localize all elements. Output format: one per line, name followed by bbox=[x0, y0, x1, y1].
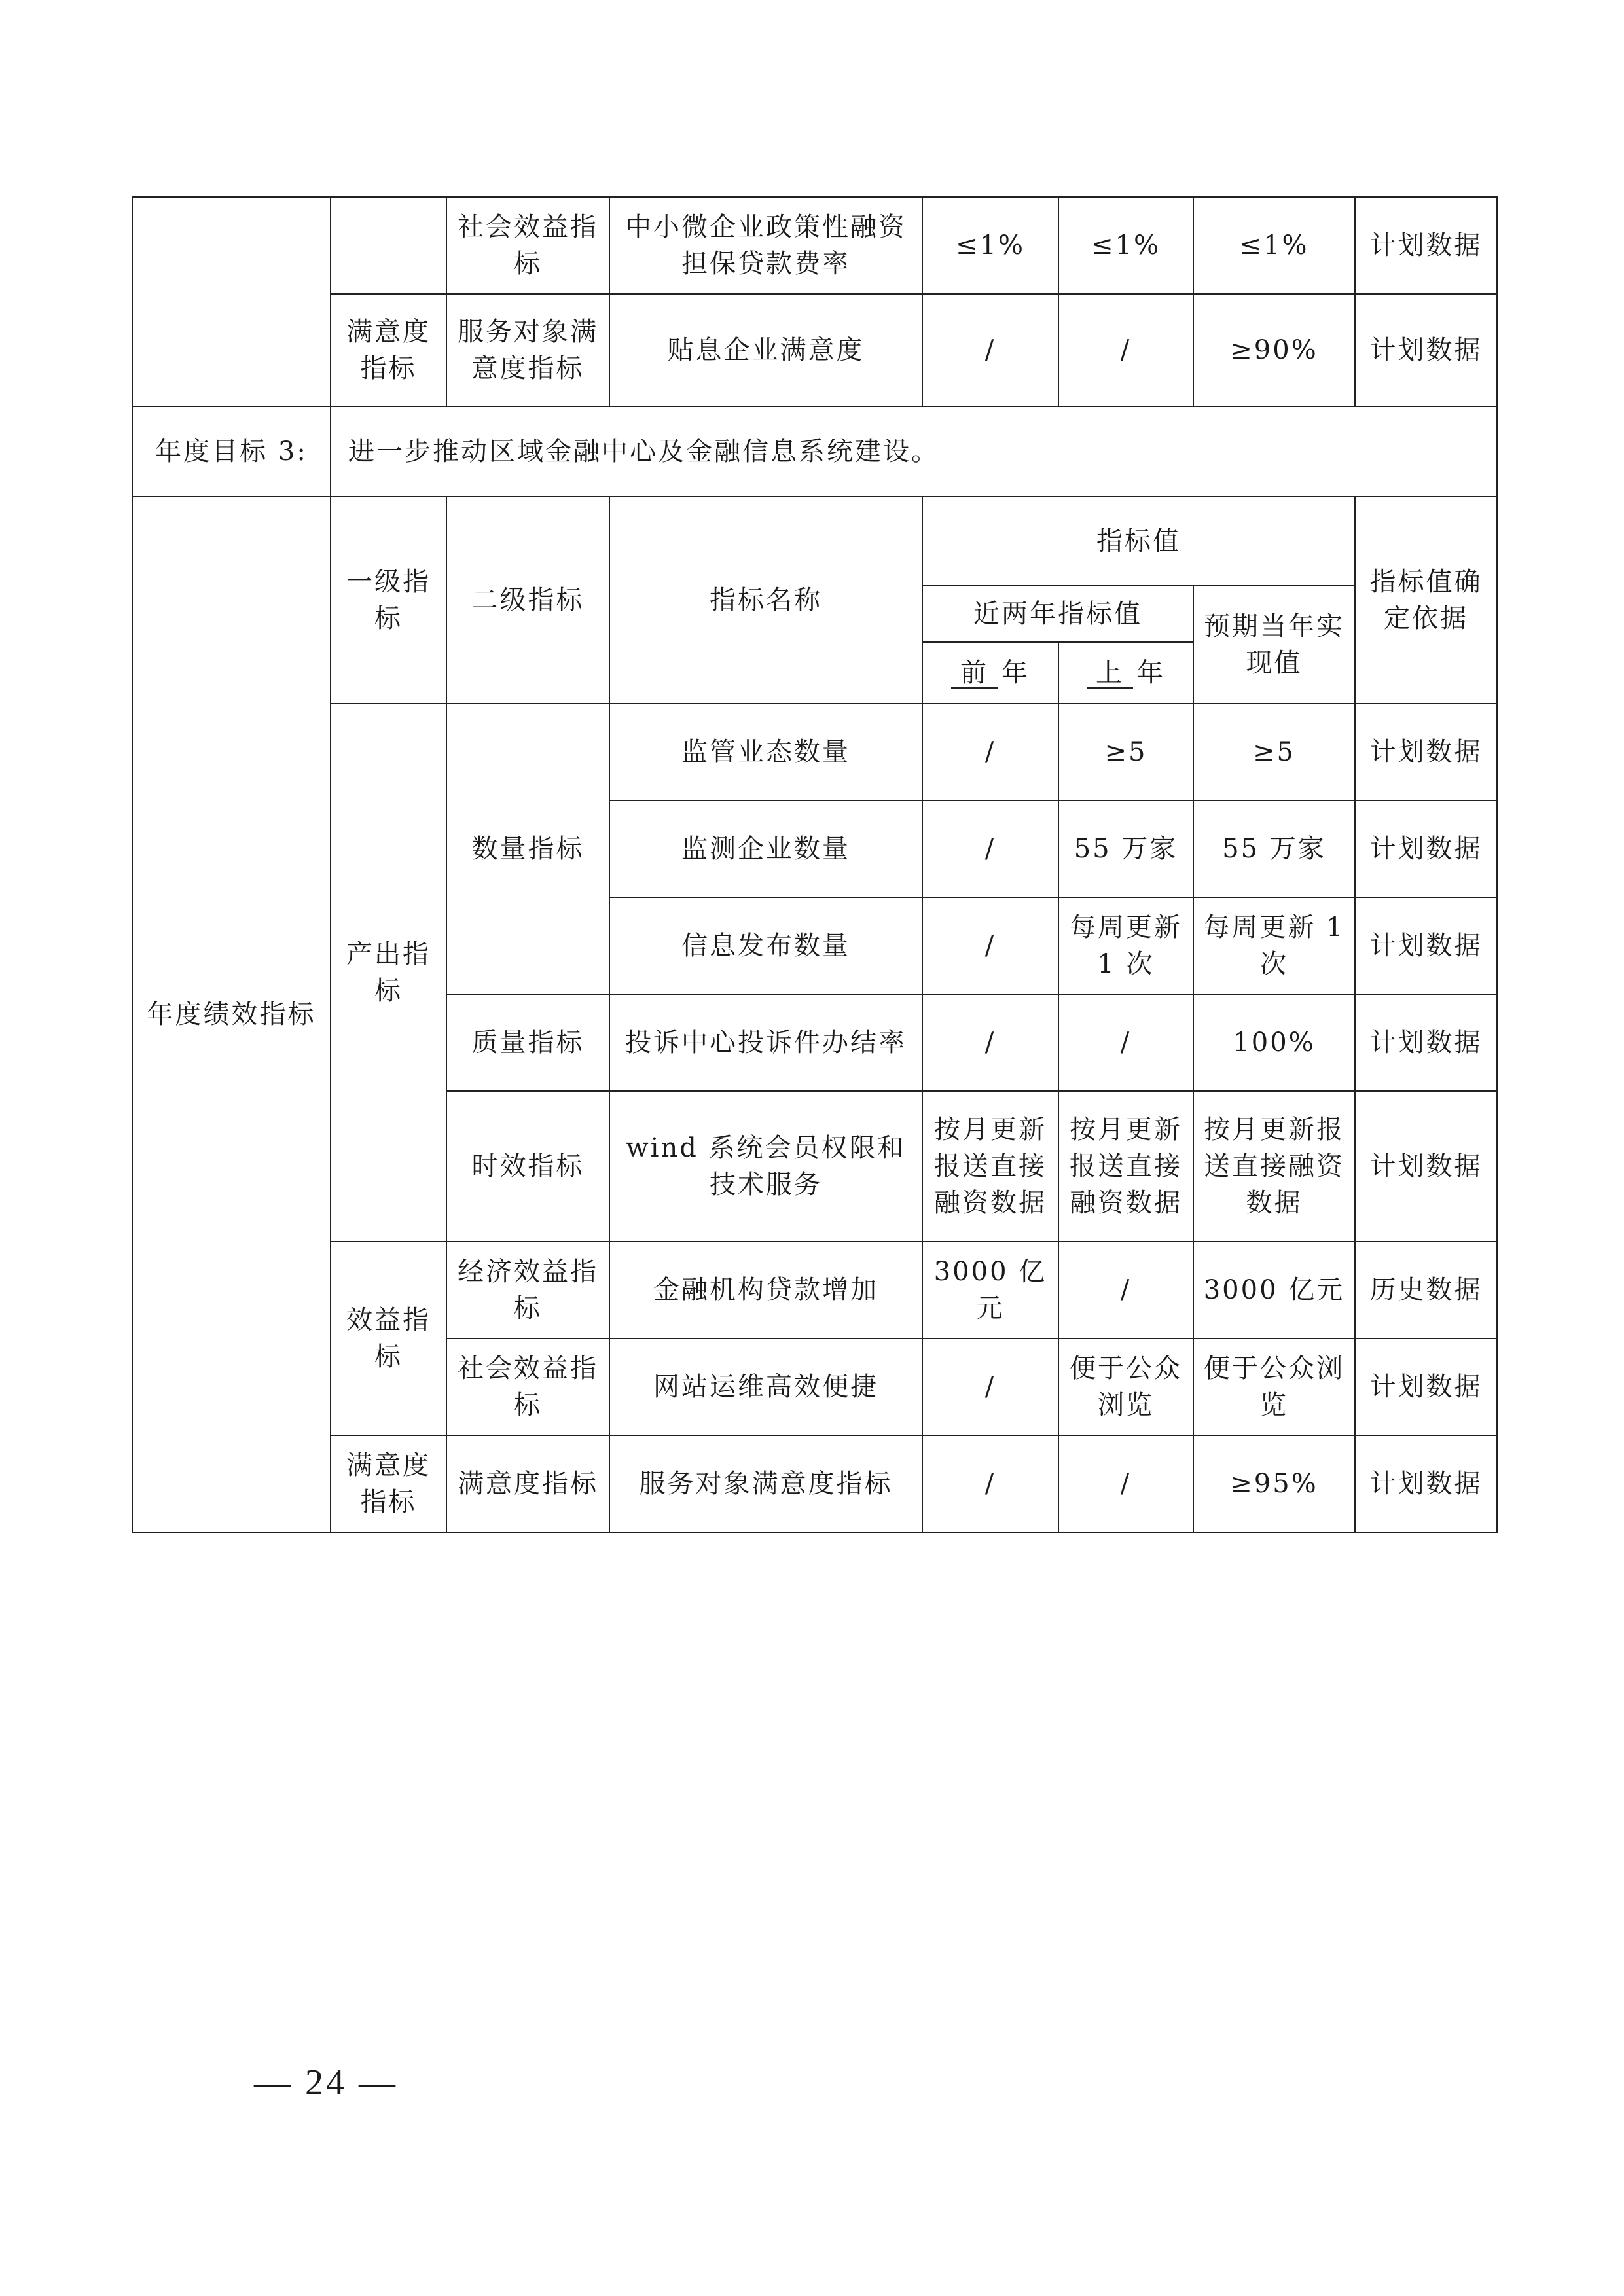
expected-cell: ≤1% bbox=[1193, 197, 1355, 294]
header-recent: 近两年指标值 bbox=[922, 586, 1193, 642]
basis-cell: 计划数据 bbox=[1355, 994, 1497, 1091]
prev-year-cell: / bbox=[922, 294, 1058, 406]
header-row bbox=[132, 497, 1497, 586]
indicator-name-cell: 金融机构贷款增加 bbox=[609, 1242, 922, 1338]
page-number: — 24 — bbox=[254, 2062, 398, 2103]
basis-cell: 计划数据 bbox=[1355, 1435, 1497, 1532]
table-row bbox=[132, 197, 1497, 294]
header-basis: 指标值确定依据 bbox=[1355, 497, 1497, 704]
last-year-cell: 55 万家 bbox=[1058, 800, 1193, 897]
expected-cell: 便于公众浏览 bbox=[1193, 1338, 1355, 1435]
basis-cell: 计划数据 bbox=[1355, 800, 1497, 897]
l2-quantity: 数量指标 bbox=[446, 704, 609, 994]
l2-timeliness: 时效指标 bbox=[446, 1091, 609, 1242]
last-year-cell: / bbox=[1058, 1435, 1193, 1532]
last-year-cell: ≥5 bbox=[1058, 704, 1193, 800]
l3-cell: 社会效益指标 bbox=[446, 197, 609, 294]
table-row bbox=[132, 704, 1497, 800]
prev-year-cell: 3000 亿元 bbox=[922, 1242, 1058, 1338]
l1-benefit: 效益指标 bbox=[331, 1242, 446, 1435]
prev-year-cell: / bbox=[922, 800, 1058, 897]
indicator-name-cell: wind 系统会员权限和技术服务 bbox=[609, 1091, 922, 1242]
last-year-cell: 每周更新 1 次 bbox=[1058, 897, 1193, 994]
expected-cell: 3000 亿元 bbox=[1193, 1242, 1355, 1338]
year-label: 年 bbox=[1001, 658, 1030, 688]
indicator-name-cell: 监测企业数量 bbox=[609, 800, 922, 897]
header-value: 指标值 bbox=[922, 497, 1355, 586]
table-row bbox=[132, 294, 1497, 406]
last-year-blank: 上 bbox=[1087, 658, 1133, 689]
last-year-cell: ≤1% bbox=[1058, 197, 1193, 294]
expected-cell: ≥5 bbox=[1193, 704, 1355, 800]
header-prev-year bbox=[922, 642, 1058, 704]
prev-year-cell: / bbox=[922, 1435, 1058, 1532]
last-year-cell: / bbox=[1058, 994, 1193, 1091]
basis-cell: 计划数据 bbox=[1355, 197, 1497, 294]
basis-cell: 计划数据 bbox=[1355, 1338, 1497, 1435]
table-row bbox=[132, 1242, 1497, 1338]
prev-year-cell: 按月更新报送直接融资数据 bbox=[922, 1091, 1058, 1242]
basis-cell: 计划数据 bbox=[1355, 897, 1497, 994]
l2-economic: 经济效益指标 bbox=[446, 1242, 609, 1338]
l2-satisfaction: 满意度指标 bbox=[446, 1435, 609, 1532]
prev-year-cell: / bbox=[922, 704, 1058, 800]
performance-table bbox=[132, 196, 1498, 1533]
l2-cell-empty bbox=[331, 197, 446, 294]
basis-cell: 计划数据 bbox=[1355, 704, 1497, 800]
goal-row bbox=[132, 406, 1497, 497]
indicator-name-cell: 信息发布数量 bbox=[609, 897, 922, 994]
table-row bbox=[132, 1435, 1497, 1532]
expected-cell: 55 万家 bbox=[1193, 800, 1355, 897]
expected-cell: 100% bbox=[1193, 994, 1355, 1091]
l2-social: 社会效益指标 bbox=[446, 1338, 609, 1435]
last-year-cell: 便于公众浏览 bbox=[1058, 1338, 1193, 1435]
header-l2: 二级指标 bbox=[446, 497, 609, 704]
prev-year-blank: 前 bbox=[951, 658, 998, 689]
indicator-name-cell: 服务对象满意度指标 bbox=[609, 1435, 922, 1532]
goal-text: 进一步推动区域金融中心及金融信息系统建设。 bbox=[331, 406, 1497, 497]
l1-satisfaction: 满意度指标 bbox=[331, 1435, 446, 1532]
l2-cell: 满意度指标 bbox=[331, 294, 446, 406]
section-label: 年度绩效指标 bbox=[132, 497, 331, 1532]
last-year-cell: / bbox=[1058, 1242, 1193, 1338]
goal-label: 年度目标 3: bbox=[132, 406, 331, 497]
header-l1: 一级指标 bbox=[331, 497, 446, 704]
basis-cell: 计划数据 bbox=[1355, 294, 1497, 406]
indicator-name-cell: 贴息企业满意度 bbox=[609, 294, 922, 406]
indicator-name-cell: 监管业态数量 bbox=[609, 704, 922, 800]
l2-quality: 质量指标 bbox=[446, 994, 609, 1091]
expected-cell: ≥95% bbox=[1193, 1435, 1355, 1532]
prev-year-cell: / bbox=[922, 994, 1058, 1091]
header-expected: 预期当年实现值 bbox=[1193, 586, 1355, 704]
basis-cell: 历史数据 bbox=[1355, 1242, 1497, 1338]
prev-year-cell: / bbox=[922, 897, 1058, 994]
expected-cell: 按月更新报送直接融资数据 bbox=[1193, 1091, 1355, 1242]
expected-cell: 每周更新 1 次 bbox=[1193, 897, 1355, 994]
expected-cell: ≥90% bbox=[1193, 294, 1355, 406]
basis-cell: 计划数据 bbox=[1355, 1091, 1497, 1242]
last-year-cell: / bbox=[1058, 294, 1193, 406]
year-label: 年 bbox=[1137, 658, 1165, 688]
prev-year-cell: ≤1% bbox=[922, 197, 1058, 294]
indicator-name-cell: 中小微企业政策性融资担保贷款费率 bbox=[609, 197, 922, 294]
last-year-cell: 按月更新报送直接融资数据 bbox=[1058, 1091, 1193, 1242]
section-cell-empty bbox=[132, 197, 331, 406]
indicator-name-cell: 投诉中心投诉件办结率 bbox=[609, 994, 922, 1091]
indicator-name-cell: 网站运维高效便捷 bbox=[609, 1338, 922, 1435]
header-last-year bbox=[1058, 642, 1193, 704]
header-name: 指标名称 bbox=[609, 497, 922, 704]
l3-cell: 服务对象满意度指标 bbox=[446, 294, 609, 406]
prev-year-cell: / bbox=[922, 1338, 1058, 1435]
l1-output: 产出指标 bbox=[331, 704, 446, 1242]
